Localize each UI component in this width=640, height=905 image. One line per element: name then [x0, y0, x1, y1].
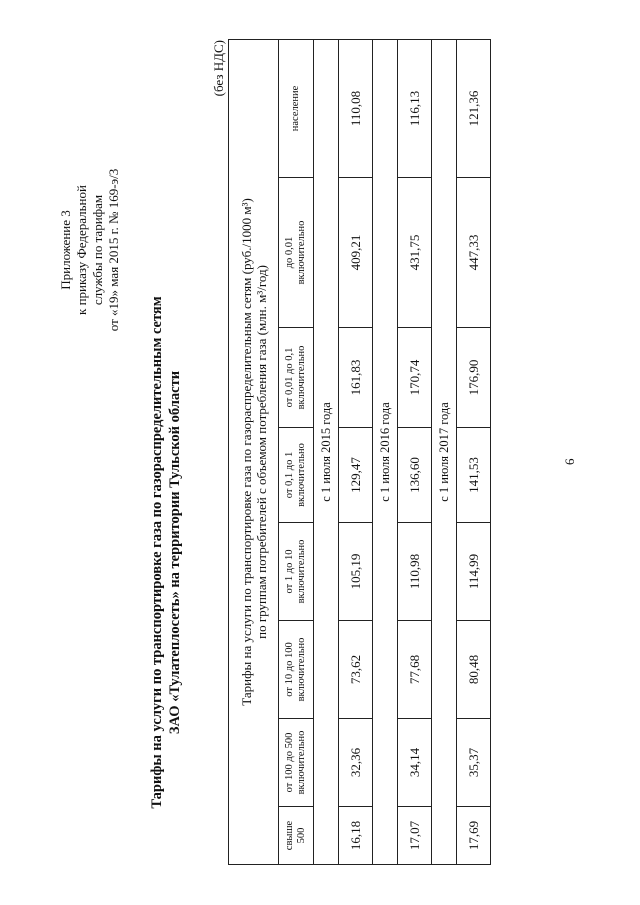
table-cell: 121,36 [457, 39, 491, 177]
table-cell: 35,37 [457, 719, 491, 807]
table-cell: 161,83 [339, 328, 373, 428]
table-cell: 176,90 [457, 328, 491, 428]
column-header: до 0,01 включительно [279, 178, 314, 328]
table-cell: 34,14 [398, 719, 432, 807]
table-header [229, 39, 279, 864]
column-header: свыше 500 [279, 807, 314, 865]
table-cell: 170,74 [398, 328, 432, 428]
table-cell: 17,69 [457, 807, 491, 865]
table-cell: 77,68 [398, 621, 432, 719]
tariff-table [228, 39, 491, 865]
table-cell: 114,99 [457, 523, 491, 621]
appendix-line-4: от «19» мая 2015 г. № 169-э/3 [106, 168, 121, 332]
appendix-line-3: службы по тарифам [90, 194, 105, 306]
table-cell: 431,75 [398, 178, 432, 328]
table-cell: 110,98 [398, 523, 432, 621]
column-header: от 10 до 100 включительно [279, 621, 314, 719]
table-header-line-2: по группам потребителей с объемом потребления газа (млн. м³/год) [253, 265, 269, 639]
column-header: от 0,01 до 0,1 включительно [279, 328, 314, 428]
table-cell: 141,53 [457, 428, 491, 523]
table-header-line-1: Тарифы на услуги по транспортировке газа по газораспределительным сетям (руб./1000 м³) [238, 198, 254, 706]
appendix-note [58, 100, 122, 400]
column-header: от 100 до 500 включительно [279, 719, 314, 807]
appendix-line-2: к приказу Федеральной [74, 185, 89, 315]
document-title [148, 200, 184, 905]
table-cell: 409,21 [339, 178, 373, 328]
table-row [339, 39, 373, 864]
title-line-1: Тарифы на услуги по транспортировке газа по газораспределительным сетям [149, 296, 165, 809]
title-line-2: ЗАО «Тулатеплосеть» на территории Тульской области [167, 370, 183, 735]
table-cell: 136,60 [398, 428, 432, 523]
table-cell: 17,07 [398, 807, 432, 865]
period-label: с 1 июля 2016 года [373, 39, 398, 864]
table-cell: 16,18 [339, 807, 373, 865]
column-header: население [279, 39, 314, 177]
table-cell: 32,36 [339, 719, 373, 807]
table-cell: 105,19 [339, 523, 373, 621]
table-cell: 447,33 [457, 178, 491, 328]
table-row [398, 39, 432, 864]
table-cell: 129,47 [339, 428, 373, 523]
appendix-line-1: Приложение 3 [58, 210, 73, 290]
column-header: от 1 до 10 включительно [279, 523, 314, 621]
vat-note: (без НДС) [211, 40, 226, 97]
period-label: с 1 июля 2017 года [432, 39, 457, 864]
period-label: с 1 июля 2015 года [314, 39, 339, 864]
table-cell: 73,62 [339, 621, 373, 719]
column-header: от 0,1 до 1 включительно [279, 428, 314, 523]
page-number: 6 [562, 458, 577, 465]
table-cell: 116,13 [398, 39, 432, 177]
table-row [457, 39, 491, 864]
table-cell: 110,08 [339, 39, 373, 177]
table-cell: 80,48 [457, 621, 491, 719]
